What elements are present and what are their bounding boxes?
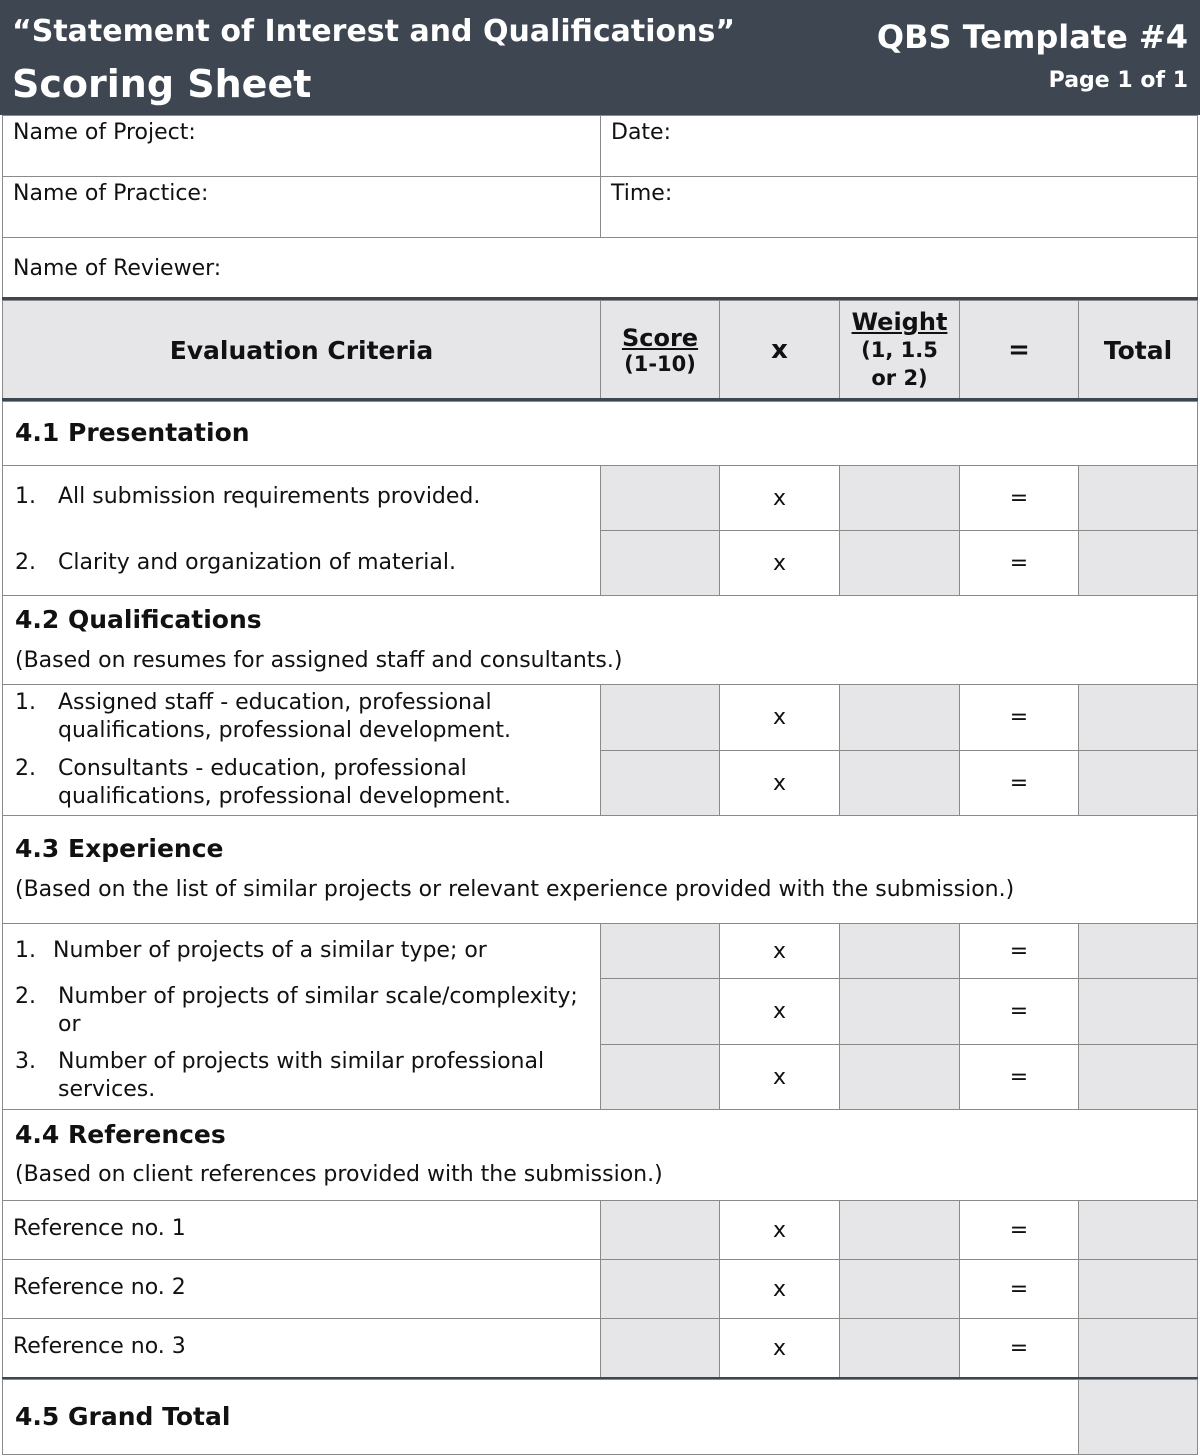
reference-row-label [2,1259,601,1319]
score-range-label: (1-10) [624,352,696,376]
total-input[interactable] [1078,465,1198,531]
item-number: 2. [15,756,36,781]
reference-label: Reference no. 3 [13,1334,186,1359]
weight-input[interactable] [839,684,960,751]
times-header [719,300,840,400]
score-input[interactable] [600,750,720,816]
total-header-label: Total [1103,335,1173,365]
practice-name-field[interactable] [2,176,601,238]
equals-symbol: = [959,1259,1079,1319]
times-symbol: x [719,1044,840,1110]
weight-input[interactable] [839,1259,960,1319]
equals-symbol: = [959,1318,1079,1379]
item-number: 3. [15,1049,36,1074]
template-label: QBS Template #4 [876,18,1188,56]
criteria-header [2,300,601,400]
total-input[interactable] [1078,978,1198,1045]
weight-input[interactable] [839,465,960,531]
item-number: 1. [15,484,36,509]
score-input[interactable] [600,1318,720,1379]
equals-symbol: = [959,978,1079,1045]
page-number: Page 1 of 1 [1048,68,1188,93]
item-number: 2. [15,984,36,1009]
times-symbol: x [719,1318,840,1379]
weight-input[interactable] [839,978,960,1045]
sheet-title: Scoring Sheet [12,62,312,106]
item-number: 2. [15,550,36,575]
equals-symbol: = [959,923,1079,979]
time-label: Time: [611,181,673,206]
section-title: 4.5 Grand Total [15,1402,231,1431]
weight-input[interactable] [839,1200,960,1260]
weight-input[interactable] [839,530,960,596]
section-title: 4.4 References [15,1120,226,1149]
times-symbol: x [719,923,840,979]
experience-criteria-cell [2,923,601,1110]
total-input[interactable] [1078,530,1198,596]
section-presentation [2,401,1198,466]
item-text: Number of projects with similar professional services. [58,1049,545,1102]
weight-input[interactable] [839,1044,960,1110]
item-text: All submission requirements provided. [58,484,481,509]
reviewer-name-field[interactable] [2,237,1198,299]
score-input[interactable] [600,923,720,979]
item-number: 1. [15,690,36,715]
section-title: 4.2 Qualifications [15,605,262,634]
times-symbol: x [719,1200,840,1260]
weight-header-label: Weight [851,308,948,336]
weight-input[interactable] [839,750,960,816]
section-title: 4.3 Experience [15,834,224,863]
time-field[interactable] [600,176,1198,238]
score-header-label: Score [621,324,699,352]
total-input[interactable] [1078,1044,1198,1110]
reviewer-name-label: Name of Reviewer: [13,256,222,281]
section-title: 4.1 Presentation [15,418,250,447]
criteria-header-label: Evaluation Criteria [169,335,434,365]
item-text: Number of projects of a similar type; or [53,938,487,963]
presentation-criteria-cell [2,465,601,596]
total-input[interactable] [1078,1259,1198,1319]
equals-symbol: = [959,1044,1079,1110]
equals-header-label: = [1008,335,1030,365]
times-symbol: x [719,978,840,1045]
score-input[interactable] [600,1200,720,1260]
section-note: (Based on the list of similar projects or relevant experience provided with the submission.) [15,877,1015,902]
date-label: Date: [611,120,671,145]
reference-label: Reference no. 1 [13,1216,186,1241]
total-input[interactable] [1078,923,1198,979]
equals-symbol: = [959,465,1079,531]
times-symbol: x [719,465,840,531]
score-input[interactable] [600,530,720,596]
reference-label: Reference no. 2 [13,1275,186,1300]
item-text: Consultants - education, professional qualifications, professional development. [58,756,512,809]
score-input[interactable] [600,978,720,1045]
section-qualifications [2,595,1198,685]
section-note: (Based on client references provided with the submission.) [15,1162,663,1187]
score-input[interactable] [600,1044,720,1110]
item-text: Assigned staff - education, professional qualifications, professional development. [58,690,512,743]
total-input[interactable] [1078,750,1198,816]
sheet-subtitle: “Statement of Interest and Qualifications” [12,14,736,49]
equals-symbol: = [959,1200,1079,1260]
practice-name-label: Name of Practice: [13,181,209,206]
score-input[interactable] [600,465,720,531]
times-symbol: x [719,684,840,751]
weight-header [839,300,960,400]
total-header [1078,300,1198,400]
project-name-field[interactable] [2,115,601,177]
item-number: 1. [15,938,36,963]
equals-symbol: = [959,530,1079,596]
date-field[interactable] [600,115,1198,177]
weight-values-line-2: or 2) [871,366,928,390]
score-input[interactable] [600,684,720,751]
times-symbol: x [719,530,840,596]
reference-row-label [2,1200,601,1260]
score-input[interactable] [600,1259,720,1319]
item-text: Clarity and organization of material. [58,550,456,575]
section-note: (Based on resumes for assigned staff and consultants.) [15,648,623,673]
project-name-label: Name of Project: [13,120,196,145]
section-grand-total [2,1379,1079,1455]
equals-symbol: = [959,750,1079,816]
weight-input[interactable] [839,1318,960,1379]
total-input[interactable] [1078,684,1198,751]
equals-header [959,300,1079,400]
total-input[interactable] [1078,1200,1198,1260]
item-text: Number of projects of similar scale/complexity; or [58,984,578,1037]
weight-input[interactable] [839,923,960,979]
section-references [2,1109,1198,1201]
total-input[interactable] [1078,1318,1198,1379]
equals-symbol: = [959,684,1079,751]
grand-total-input[interactable] [1078,1379,1198,1455]
times-header-label: x [771,335,788,365]
section-experience [2,815,1198,924]
score-header [600,300,720,400]
weight-values-line-1: (1, 1.5 [861,338,938,362]
qualifications-criteria-cell [2,684,601,816]
reference-row-label [2,1318,601,1379]
times-symbol: x [719,750,840,816]
sheet-header [0,0,1200,115]
times-symbol: x [719,1259,840,1319]
